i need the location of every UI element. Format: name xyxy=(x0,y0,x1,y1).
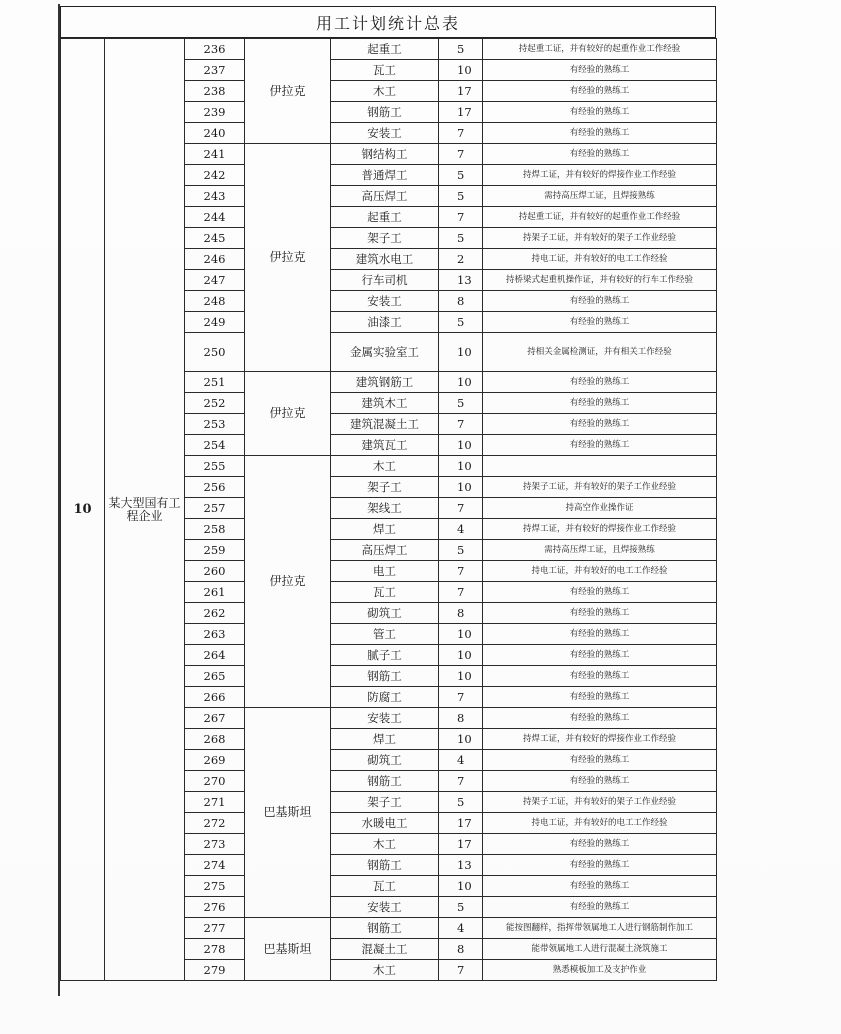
row-number: 259 xyxy=(185,540,245,561)
trade-cell: 钢筋工 xyxy=(331,855,439,876)
row-number: 253 xyxy=(185,414,245,435)
headcount-cell: 5 xyxy=(439,39,483,60)
requirement-cell: 有经验的熟练工 xyxy=(483,834,717,855)
requirement-cell: 有经验的熟练工 xyxy=(483,876,717,897)
trade-cell: 架子工 xyxy=(331,792,439,813)
row-number: 241 xyxy=(185,144,245,165)
row-number: 245 xyxy=(185,228,245,249)
row-number: 246 xyxy=(185,249,245,270)
requirement-cell: 持焊工证，并有较好的焊接作业工作经验 xyxy=(483,729,717,750)
headcount-cell: 8 xyxy=(439,708,483,729)
requirement-cell: 有经验的熟练工 xyxy=(483,603,717,624)
row-number: 240 xyxy=(185,123,245,144)
requirement-cell: 持架子工证，并有较好的架子工作业经验 xyxy=(483,477,717,498)
requirement-cell: 有经验的熟练工 xyxy=(483,855,717,876)
requirement-cell: 有经验的熟练工 xyxy=(483,102,717,123)
requirement-cell xyxy=(483,456,717,477)
headcount-cell: 10 xyxy=(439,456,483,477)
headcount-cell: 17 xyxy=(439,102,483,123)
headcount-cell: 13 xyxy=(439,855,483,876)
row-number: 255 xyxy=(185,456,245,477)
trade-cell: 防腐工 xyxy=(331,687,439,708)
headcount-cell: 4 xyxy=(439,918,483,939)
trade-cell: 起重工 xyxy=(331,207,439,228)
row-number: 248 xyxy=(185,291,245,312)
row-number: 244 xyxy=(185,207,245,228)
country-cell: 伊拉克 xyxy=(245,372,331,456)
headcount-cell: 7 xyxy=(439,561,483,582)
row-number: 243 xyxy=(185,186,245,207)
trade-cell: 混凝土工 xyxy=(331,939,439,960)
trade-cell: 木工 xyxy=(331,960,439,981)
headcount-cell: 5 xyxy=(439,186,483,207)
headcount-cell: 17 xyxy=(439,81,483,102)
headcount-cell: 10 xyxy=(439,372,483,393)
row-number: 252 xyxy=(185,393,245,414)
headcount-cell: 10 xyxy=(439,645,483,666)
trade-cell: 瓦工 xyxy=(331,582,439,603)
requirement-cell: 需持高压焊工证，且焊接熟练 xyxy=(483,186,717,207)
project-number: 10 xyxy=(61,39,105,981)
row-number: 257 xyxy=(185,498,245,519)
row-number: 258 xyxy=(185,519,245,540)
row-number: 269 xyxy=(185,750,245,771)
trade-cell: 高压焊工 xyxy=(331,186,439,207)
row-number: 265 xyxy=(185,666,245,687)
row-number: 249 xyxy=(185,312,245,333)
headcount-cell: 5 xyxy=(439,897,483,918)
requirement-cell: 有经验的熟练工 xyxy=(483,771,717,792)
headcount-cell: 10 xyxy=(439,729,483,750)
row-number: 242 xyxy=(185,165,245,186)
headcount-cell: 5 xyxy=(439,228,483,249)
headcount-cell: 8 xyxy=(439,291,483,312)
trade-cell: 木工 xyxy=(331,81,439,102)
requirement-cell: 持焊工证，并有较好的焊接作业工作经验 xyxy=(483,165,717,186)
requirement-cell: 有经验的熟练工 xyxy=(483,393,717,414)
country-cell: 伊拉克 xyxy=(245,39,331,144)
requirement-cell: 有经验的熟练工 xyxy=(483,435,717,456)
headcount-cell: 5 xyxy=(439,393,483,414)
trade-cell: 行车司机 xyxy=(331,270,439,291)
requirement-cell: 有经验的熟练工 xyxy=(483,897,717,918)
row-number: 250 xyxy=(185,333,245,372)
row-number: 271 xyxy=(185,792,245,813)
headcount-cell: 10 xyxy=(439,477,483,498)
trade-cell: 起重工 xyxy=(331,39,439,60)
trade-cell: 建筑混凝土工 xyxy=(331,414,439,435)
trade-cell: 砌筑工 xyxy=(331,603,439,624)
trade-cell: 金属实验室工 xyxy=(331,333,439,372)
headcount-cell: 10 xyxy=(439,333,483,372)
headcount-cell: 5 xyxy=(439,792,483,813)
row-number: 260 xyxy=(185,561,245,582)
trade-cell: 瓦工 xyxy=(331,60,439,81)
trade-cell: 安装工 xyxy=(331,123,439,144)
row-number: 276 xyxy=(185,897,245,918)
row-number: 239 xyxy=(185,102,245,123)
trade-cell: 架子工 xyxy=(331,477,439,498)
trade-cell: 腻子工 xyxy=(331,645,439,666)
trade-cell: 焊工 xyxy=(331,729,439,750)
trade-cell: 建筑木工 xyxy=(331,393,439,414)
requirement-cell: 持电工证，并有较好的电工工作经验 xyxy=(483,249,717,270)
trade-cell: 安装工 xyxy=(331,897,439,918)
row-number: 275 xyxy=(185,876,245,897)
trade-cell: 高压焊工 xyxy=(331,540,439,561)
row-number: 267 xyxy=(185,708,245,729)
requirement-cell: 持架子工证，并有较好的架子工作业经验 xyxy=(483,792,717,813)
trade-cell: 木工 xyxy=(331,456,439,477)
row-number: 262 xyxy=(185,603,245,624)
row-number: 274 xyxy=(185,855,245,876)
trade-cell: 钢筋工 xyxy=(331,771,439,792)
requirement-cell: 有经验的熟练工 xyxy=(483,81,717,102)
table-body xyxy=(61,39,717,981)
requirement-cell: 有经验的熟练工 xyxy=(483,291,717,312)
country-cell: 巴基斯坦 xyxy=(245,708,331,918)
table-row xyxy=(61,39,717,60)
requirement-cell: 持架子工证，并有较好的架子工作业经验 xyxy=(483,228,717,249)
trade-cell: 建筑瓦工 xyxy=(331,435,439,456)
headcount-cell: 13 xyxy=(439,270,483,291)
headcount-cell: 10 xyxy=(439,666,483,687)
headcount-cell: 7 xyxy=(439,687,483,708)
trade-cell: 架子工 xyxy=(331,228,439,249)
requirement-cell: 持相关金属检测证，并有相关工作经验 xyxy=(483,333,717,372)
headcount-cell: 7 xyxy=(439,582,483,603)
requirement-cell: 能带领属地工人进行混凝土浇筑施工 xyxy=(483,939,717,960)
requirement-cell: 有经验的熟练工 xyxy=(483,312,717,333)
requirement-cell: 有经验的熟练工 xyxy=(483,687,717,708)
row-number: 272 xyxy=(185,813,245,834)
row-number: 261 xyxy=(185,582,245,603)
requirement-cell: 持电工证，并有较好的电工工作经验 xyxy=(483,813,717,834)
requirement-cell: 熟悉模板加工及支护作业 xyxy=(483,960,717,981)
requirement-cell: 有经验的熟练工 xyxy=(483,414,717,435)
trade-cell: 安装工 xyxy=(331,708,439,729)
row-number: 238 xyxy=(185,81,245,102)
country-cell: 伊拉克 xyxy=(245,144,331,372)
trade-cell: 架线工 xyxy=(331,498,439,519)
row-number: 256 xyxy=(185,477,245,498)
trade-cell: 砌筑工 xyxy=(331,750,439,771)
headcount-cell: 10 xyxy=(439,624,483,645)
trade-cell: 钢筋工 xyxy=(331,102,439,123)
row-number: 251 xyxy=(185,372,245,393)
headcount-cell: 7 xyxy=(439,960,483,981)
headcount-cell: 4 xyxy=(439,519,483,540)
headcount-cell: 7 xyxy=(439,414,483,435)
requirement-cell: 有经验的熟练工 xyxy=(483,645,717,666)
requirement-cell: 持高空作业操作证 xyxy=(483,498,717,519)
headcount-cell: 2 xyxy=(439,249,483,270)
headcount-cell: 17 xyxy=(439,813,483,834)
trade-cell: 瓦工 xyxy=(331,876,439,897)
requirement-cell: 有经验的熟练工 xyxy=(483,144,717,165)
row-number: 263 xyxy=(185,624,245,645)
trade-cell: 钢结构工 xyxy=(331,144,439,165)
requirement-cell: 有经验的熟练工 xyxy=(483,708,717,729)
table-title: 用工计划统计总表 xyxy=(60,6,716,38)
row-number: 237 xyxy=(185,60,245,81)
headcount-cell: 7 xyxy=(439,123,483,144)
trade-cell: 普通焊工 xyxy=(331,165,439,186)
row-number: 273 xyxy=(185,834,245,855)
requirement-cell: 持焊工证，并有较好的焊接作业工作经验 xyxy=(483,519,717,540)
requirement-cell: 有经验的熟练工 xyxy=(483,123,717,144)
headcount-cell: 4 xyxy=(439,750,483,771)
trade-cell: 管工 xyxy=(331,624,439,645)
row-number: 236 xyxy=(185,39,245,60)
headcount-cell: 7 xyxy=(439,207,483,228)
headcount-cell: 7 xyxy=(439,771,483,792)
trade-cell: 水暖电工 xyxy=(331,813,439,834)
trade-cell: 建筑钢筋工 xyxy=(331,372,439,393)
requirement-cell: 持电工证，并有较好的电工工作经验 xyxy=(483,561,717,582)
headcount-cell: 17 xyxy=(439,834,483,855)
requirement-cell: 持桥梁式起重机操作证，并有较好的行车工作经验 xyxy=(483,270,717,291)
row-number: 268 xyxy=(185,729,245,750)
country-cell: 伊拉克 xyxy=(245,456,331,708)
headcount-cell: 5 xyxy=(439,165,483,186)
trade-cell: 焊工 xyxy=(331,519,439,540)
row-number: 254 xyxy=(185,435,245,456)
headcount-cell: 10 xyxy=(439,60,483,81)
trade-cell: 钢筋工 xyxy=(331,666,439,687)
labor-plan-table xyxy=(60,38,717,981)
trade-cell: 木工 xyxy=(331,834,439,855)
requirement-cell: 有经验的熟练工 xyxy=(483,666,717,687)
row-number: 278 xyxy=(185,939,245,960)
requirement-cell: 有经验的熟练工 xyxy=(483,624,717,645)
row-number: 270 xyxy=(185,771,245,792)
requirement-cell: 需持高压焊工证，且焊接熟练 xyxy=(483,540,717,561)
trade-cell: 建筑水电工 xyxy=(331,249,439,270)
headcount-cell: 8 xyxy=(439,939,483,960)
trade-cell: 电工 xyxy=(331,561,439,582)
requirement-cell: 有经验的熟练工 xyxy=(483,750,717,771)
headcount-cell: 10 xyxy=(439,435,483,456)
requirement-cell: 能按图翻样，指挥带领属地工人进行钢筋制作加工 xyxy=(483,918,717,939)
headcount-cell: 5 xyxy=(439,312,483,333)
row-number: 264 xyxy=(185,645,245,666)
document-sheet xyxy=(60,6,718,996)
row-number: 247 xyxy=(185,270,245,291)
requirement-cell: 持起重工证，并有较好的起重作业工作经验 xyxy=(483,207,717,228)
requirement-cell: 有经验的熟练工 xyxy=(483,582,717,603)
requirement-cell: 有经验的熟练工 xyxy=(483,372,717,393)
row-number: 279 xyxy=(185,960,245,981)
headcount-cell: 8 xyxy=(439,603,483,624)
headcount-cell: 5 xyxy=(439,540,483,561)
trade-cell: 钢筋工 xyxy=(331,918,439,939)
requirement-cell: 持起重工证，并有较好的起重作业工作经验 xyxy=(483,39,717,60)
trade-cell: 油漆工 xyxy=(331,312,439,333)
requirement-cell: 有经验的熟练工 xyxy=(483,60,717,81)
company-name: 某大型国有工程企业 xyxy=(105,39,185,981)
headcount-cell: 7 xyxy=(439,498,483,519)
trade-cell: 安装工 xyxy=(331,291,439,312)
headcount-cell: 10 xyxy=(439,876,483,897)
headcount-cell: 7 xyxy=(439,144,483,165)
country-cell: 巴基斯坦 xyxy=(245,918,331,981)
row-number: 266 xyxy=(185,687,245,708)
row-number: 277 xyxy=(185,918,245,939)
